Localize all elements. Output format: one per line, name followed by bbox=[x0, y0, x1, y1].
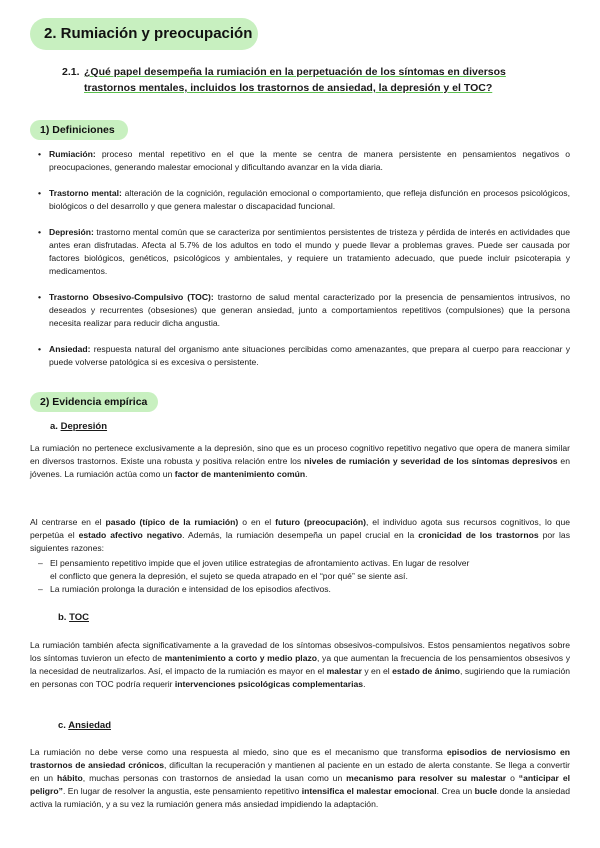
list-item: – El pensamiento repetitivo impide que el joven utilice estrategias de afrontamiento activas. En lugar de resolver el conflicto que genera la depresión, el sujeto se queda atrapado en el “por qué” se siente así. – La rumiación prolonga la duración e intensidad de los episodios afectivos. bbox=[38, 558, 470, 594]
definition-item bbox=[36, 291, 570, 330]
question-line-2: trastornos mentales, incluidos los trastornos de ansiedad, la depresión y el TOC? bbox=[84, 82, 493, 94]
section-question bbox=[62, 64, 542, 96]
definition-term: Trastorno mental: bbox=[49, 188, 122, 198]
definition-term: Depresión: bbox=[49, 227, 94, 237]
page-title: 2. Rumiación y preocupación bbox=[30, 18, 258, 50]
subheading-letter: c. bbox=[58, 720, 66, 731]
section-evidencia-badge: 2) Evidencia empírica bbox=[30, 392, 158, 412]
paragraph-ansiedad: La rumiación no debe verse como una respuesta al miedo, sino que es el mecanismo que transforma episodios de nerviosismo en trastornos de ansiedad crónicos, dificultan la recuperación y mantienen al paciente en un estado de alerta constante. Se llega a convertir en un hábito, muchas personas con trastornos de ansiedad la usan como un mecanismo para resolver su malestar o “anticipar el peligro”. En lugar de resolver la angustia, este pensamiento repetitivo intensifica el malestar emocional. Crea un bucle donde la ansiedad activa la rumiación, y a su vez la rumiación genera más ansiedad impidiendo la adaptación. bbox=[30, 747, 570, 809]
definition-item bbox=[36, 187, 570, 213]
definition-text: trastorno mental común que se caracteriza por sentimientos persistentes de tristeza y pérdida de interés en actividades que antes eran disfrutadas. Afecta al 5.7% de los adultos en todo el mundo y puede llevar a problemas graves. Puede ser causada por factores biológicos, genéticos, psicológicos y ambientales, y requiere un tratamiento adecuado, que puede incluir psicoterapia y medicamentos. bbox=[49, 227, 570, 276]
paragraph-depresion-1: La rumiación no pertenece exclusivamente a la depresión, sino que es un proceso cognitivo repetitivo negativo que opera de manera similar en diversos trastornos. Existe una robusta y positiva relación entre los niveles de rumiación y severidad de los síntomas depresivos en jóvenes. La rumiación actúa como un factor de mantenimiento común. bbox=[30, 443, 570, 479]
subheading-letter: b. bbox=[58, 612, 67, 623]
definition-term: Trastorno Obsesivo-Compulsivo (TOC): bbox=[49, 292, 214, 302]
definition-item bbox=[36, 148, 570, 174]
paragraph-toc: La rumiación también afecta significativamente a la gravedad de los síntomas obsesivos-compulsivos. Estos pensamientos negativos sobre los síntomas tuvieron un efecto de mantenimiento a corto y medio plazo, ya que aumentan la frecuencia de los pensamientos obsesivos y la necesidad de neutralizarlos. Así, el impacto de la rumiación es mayor en el malestar y en el estado de ánimo, sugiriendo que la rumiación en personas con TOC podría requerir intervenciones psicológicas complementarias. bbox=[30, 640, 571, 689]
subheading-text: Depresión bbox=[60, 421, 108, 432]
question-number: 2.1. bbox=[62, 66, 80, 78]
section-definiciones-badge: 1) Definiciones bbox=[30, 120, 128, 140]
definitions-list bbox=[36, 148, 570, 382]
dash-marker: – bbox=[38, 584, 43, 594]
definition-text: trastorno de salud mental caracterizado por la presencia de pensamientos intrusivos, no deseados y recurrentes (obsesiones) que generan ansiedad, junto a comportamientos repetitivos (compulsiones) que la persona necesita realizar para reducir dicha angustia. bbox=[49, 292, 570, 328]
definition-text: respuesta natural del organismo ante situaciones percibidas como amenazantes, que prepara al cuerpo para reaccionar y puede volverse patológica si es excesiva o persistente. bbox=[49, 344, 570, 367]
subheading-depresion bbox=[50, 421, 107, 432]
definition-term: Ansiedad: bbox=[49, 344, 91, 354]
definition-item bbox=[36, 226, 570, 278]
definition-item bbox=[36, 343, 570, 369]
subheading-ansiedad bbox=[58, 720, 111, 731]
subheading-text: Ansiedad bbox=[68, 720, 111, 731]
definition-term: Rumiación: bbox=[49, 149, 96, 159]
subheading-letter: a. bbox=[50, 421, 58, 432]
subheading-toc bbox=[58, 612, 89, 623]
definition-text: proceso mental repetitivo en el que la mente se centra de manera persistente en pensamientos negativos o preocupaciones, generando malestar emocional y dificultando avanzar en la vida diaria. bbox=[49, 149, 570, 172]
definition-text: alteración de la cognición, regulación emocional o comportamiento, que refleja disfunción en procesos psicológicos, biológicos o del desarrollo y que genera malestar o discapacidad funcional. bbox=[49, 188, 570, 211]
question-line-1: ¿Qué papel desempeña la rumiación en la perpetuación de los síntomas en diversos bbox=[84, 66, 506, 78]
subheading-text: TOC bbox=[69, 612, 89, 623]
paragraph-depresion-2: Al centrarse en el pasado (típico de la rumiación) o en el futuro (preocupación), el individuo agota sus recursos cognitivos, lo que perpetúa el estado afectivo negativo. Además, la rumiación desempeña un papel crucial en la cronicidad de los trastornos por las siguientes razones: bbox=[30, 517, 571, 553]
dash-marker: – bbox=[38, 558, 43, 568]
